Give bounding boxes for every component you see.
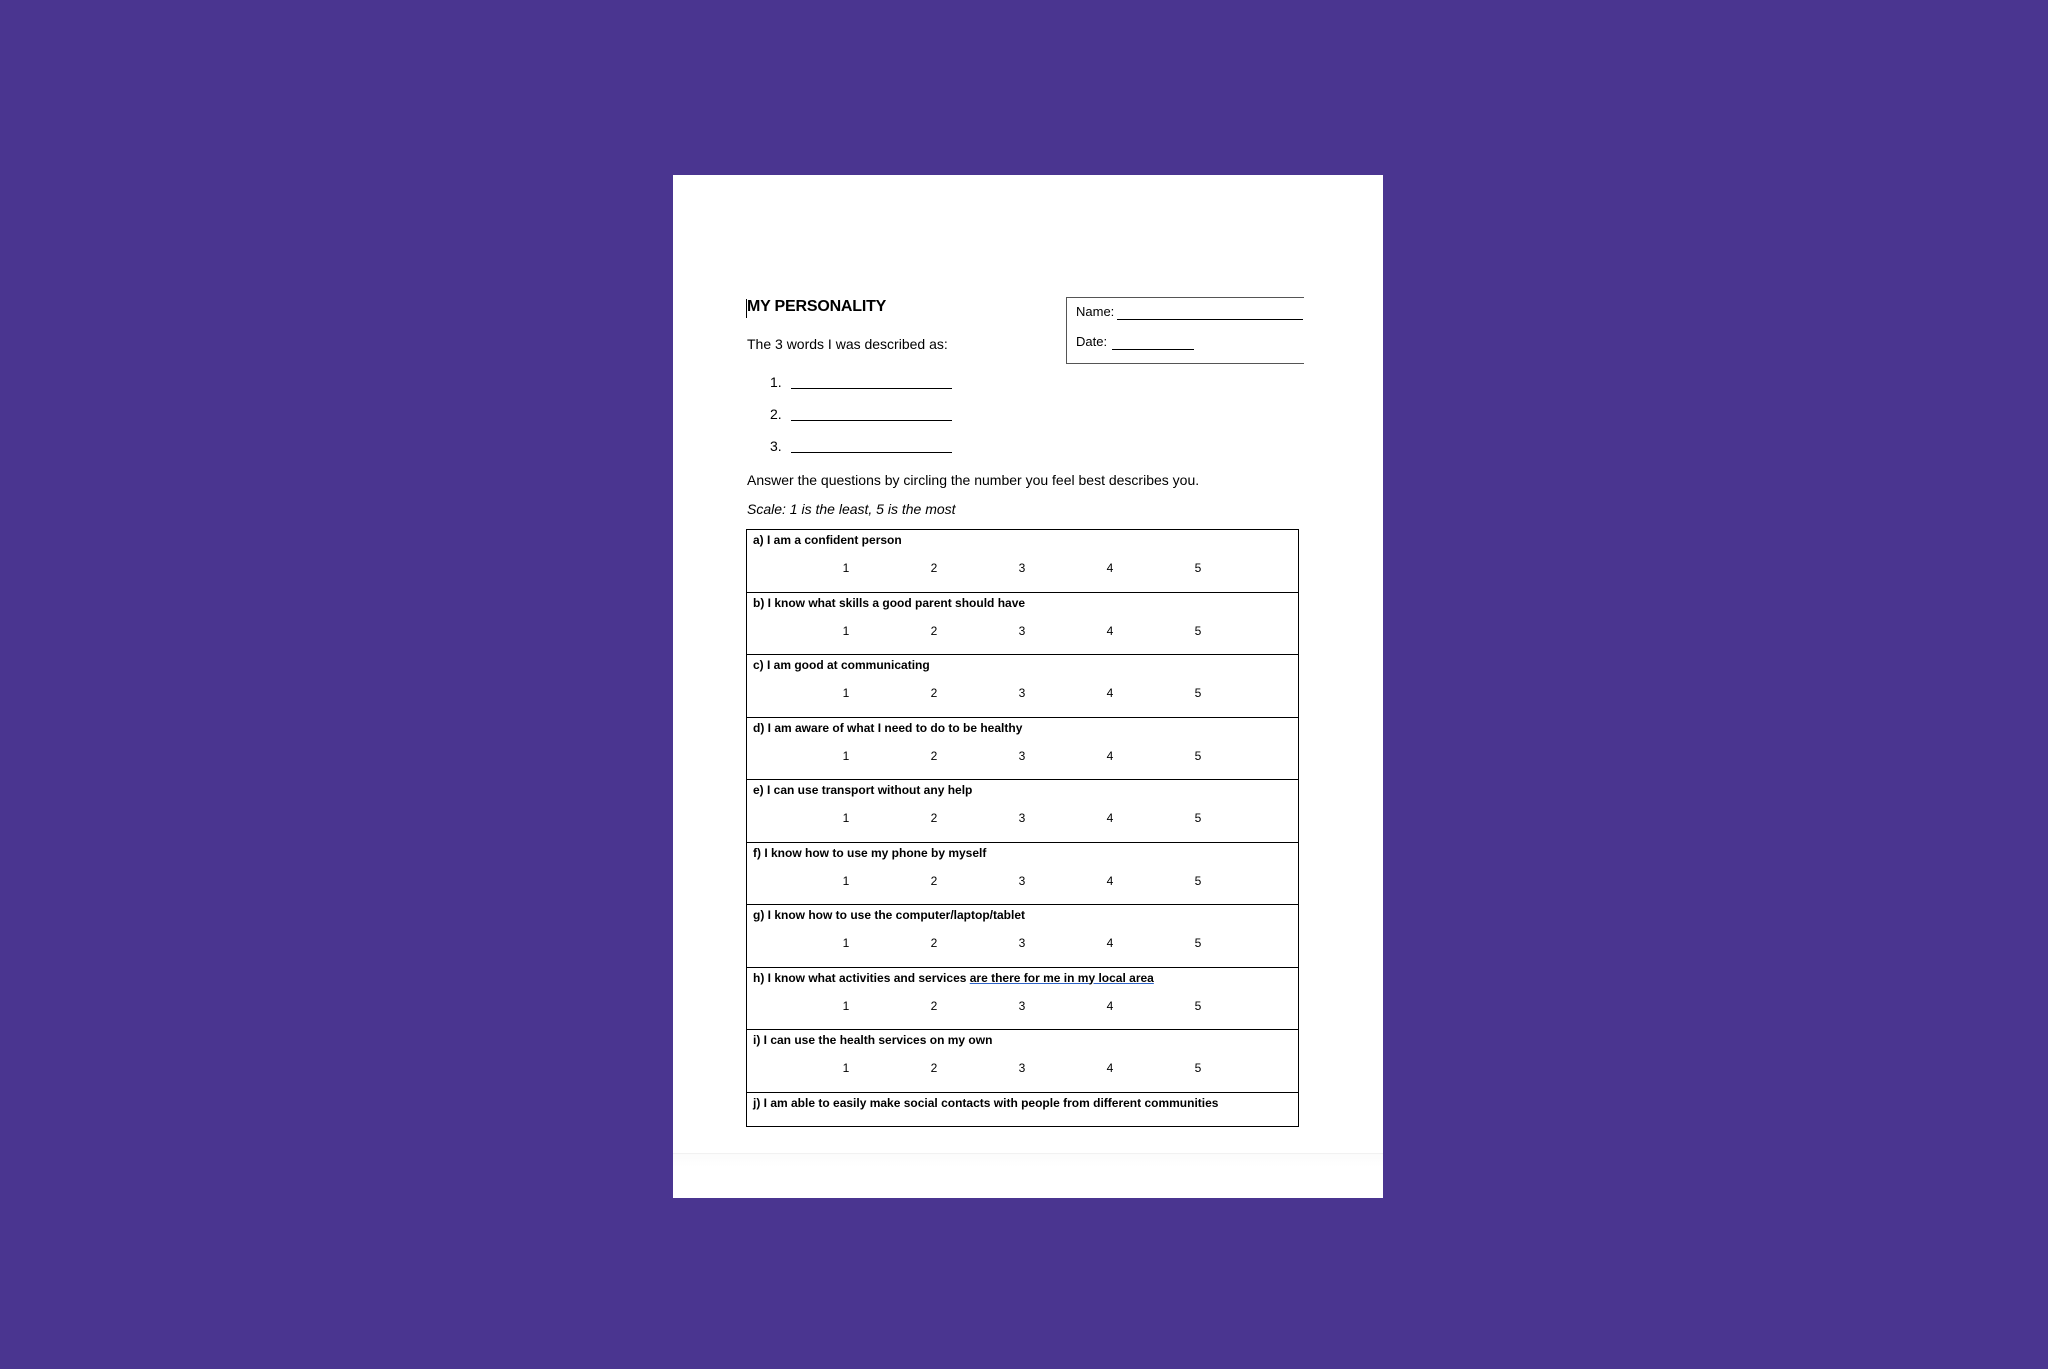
- rating-option-2[interactable]: 2: [930, 686, 938, 700]
- question-text: [753, 596, 1025, 610]
- word-number: 3.: [770, 438, 782, 454]
- rating-option-4[interactable]: 4: [1106, 1061, 1114, 1075]
- rating-options: [747, 624, 1298, 640]
- scale-note: Scale: 1 is the least, 5 is the most: [747, 501, 956, 517]
- question-row: [747, 968, 1298, 1031]
- rating-table: [746, 529, 1299, 1127]
- rating-option-5[interactable]: 5: [1194, 561, 1202, 575]
- rating-option-2[interactable]: 2: [930, 1061, 938, 1075]
- rating-options: [747, 811, 1298, 827]
- rating-option-5[interactable]: 5: [1194, 811, 1202, 825]
- question-row: [747, 905, 1298, 968]
- rating-option-5[interactable]: 5: [1194, 1061, 1202, 1075]
- question-text: [753, 783, 972, 797]
- rating-option-4[interactable]: 4: [1106, 811, 1114, 825]
- rating-option-1[interactable]: 1: [842, 686, 850, 700]
- question-row: [747, 843, 1298, 906]
- rating-option-4[interactable]: 4: [1106, 686, 1114, 700]
- question-text: [753, 971, 1154, 985]
- rating-option-4[interactable]: 4: [1106, 748, 1114, 763]
- question-label: a) I am a confident person: [753, 533, 902, 547]
- rating-option-2[interactable]: 2: [930, 748, 938, 763]
- rating-option-3[interactable]: 3: [1018, 1061, 1026, 1075]
- word-blank-line: [791, 420, 952, 421]
- question-label: b) I know what skills a good parent should have: [753, 595, 1026, 610]
- question-label: i) I can use the health services on my own: [753, 1033, 993, 1047]
- question-text: [753, 533, 902, 547]
- rating-option-3[interactable]: 3: [1018, 936, 1026, 950]
- document-page: [673, 175, 1383, 1197]
- question-text: [753, 1096, 1218, 1110]
- name-date-box: [1066, 297, 1304, 364]
- question-row: [747, 593, 1298, 656]
- word-blank-line: [791, 388, 952, 389]
- word-number: 2.: [770, 406, 782, 422]
- word-item-1[interactable]: [770, 373, 792, 391]
- rating-option-1[interactable]: 1: [842, 811, 850, 825]
- question-text: [753, 1033, 992, 1047]
- rating-option-1[interactable]: 1: [842, 748, 850, 763]
- name-label: Name:: [1076, 304, 1115, 319]
- question-row: [747, 655, 1298, 718]
- rating-options: [747, 749, 1298, 765]
- rating-option-1[interactable]: 1: [842, 561, 850, 575]
- rating-options: [747, 1061, 1298, 1077]
- question-label: e) I can use transport without any help: [753, 783, 973, 797]
- question-row: [747, 780, 1298, 843]
- rating-options: [747, 561, 1298, 577]
- rating-option-1[interactable]: 1: [842, 873, 850, 888]
- rating-option-3[interactable]: 3: [1018, 623, 1026, 638]
- rating-options: [747, 936, 1298, 952]
- question-row: [747, 1030, 1298, 1093]
- rating-option-2[interactable]: 2: [930, 561, 938, 575]
- rating-options: [747, 686, 1298, 702]
- rating-option-5[interactable]: 5: [1194, 998, 1202, 1013]
- date-label: Date:: [1076, 334, 1108, 349]
- rating-option-1[interactable]: 1: [842, 623, 850, 638]
- question-row: [747, 718, 1298, 781]
- rating-option-5[interactable]: 5: [1194, 873, 1202, 888]
- rating-option-4[interactable]: 4: [1106, 998, 1114, 1013]
- rating-option-1[interactable]: 1: [842, 936, 850, 950]
- rating-option-5[interactable]: 5: [1194, 623, 1202, 638]
- question-label: d) I am aware of what I need to do to be healthy: [753, 720, 1023, 735]
- rating-option-3[interactable]: 3: [1018, 561, 1026, 575]
- question-label: g) I know how to use the computer/laptop/tablet: [753, 908, 1026, 922]
- rating-option-5[interactable]: 5: [1194, 748, 1202, 763]
- date-blank-line: [1112, 349, 1194, 350]
- rating-option-5[interactable]: 5: [1194, 686, 1202, 700]
- word-item-2[interactable]: [770, 405, 792, 423]
- rating-option-3[interactable]: 3: [1018, 748, 1026, 763]
- word-blank-line: [791, 452, 952, 453]
- question-label: f) I know how to use my phone by myself: [753, 845, 987, 860]
- question-label: c) I am good at communicating: [753, 658, 930, 672]
- question-row: [747, 1093, 1298, 1126]
- page-footer-area: [673, 1153, 1383, 1198]
- word-number: 1.: [770, 374, 782, 390]
- rating-option-4[interactable]: 4: [1106, 936, 1114, 950]
- name-field[interactable]: [1076, 304, 1114, 319]
- question-text: [753, 721, 1022, 735]
- document-title[interactable]: MY PERSONALITY: [747, 298, 887, 315]
- rating-option-2[interactable]: 2: [930, 936, 938, 950]
- name-blank-line: [1117, 319, 1303, 320]
- date-field[interactable]: [1076, 334, 1107, 349]
- rating-option-2[interactable]: 2: [930, 873, 938, 888]
- rating-options: [747, 999, 1298, 1015]
- question-label: h) I know what activities and services: [753, 970, 970, 985]
- rating-option-4[interactable]: 4: [1106, 561, 1114, 575]
- instructions-text: Answer the questions by circling the number you feel best describes you.: [747, 472, 1200, 488]
- rating-option-3[interactable]: 3: [1018, 686, 1026, 700]
- rating-options: [747, 874, 1298, 890]
- rating-option-1[interactable]: 1: [842, 1061, 850, 1075]
- rating-option-4[interactable]: 4: [1106, 623, 1114, 638]
- rating-option-5[interactable]: 5: [1194, 936, 1202, 950]
- question-text: [753, 846, 986, 860]
- question-text: [753, 908, 1025, 922]
- rating-option-1[interactable]: 1: [842, 998, 850, 1013]
- question-text: [753, 658, 930, 672]
- rating-option-4[interactable]: 4: [1106, 873, 1114, 888]
- rating-option-2[interactable]: 2: [930, 623, 938, 638]
- question-label: j) I am able to easily make social contacts with people from different communities: [753, 1095, 1219, 1110]
- rating-option-3[interactable]: 3: [1018, 873, 1026, 888]
- rating-option-2[interactable]: 2: [930, 998, 938, 1013]
- word-item-3[interactable]: [770, 437, 792, 455]
- rating-option-2[interactable]: 2: [930, 811, 938, 825]
- question-label-underlined: are there for me in my local area: [969, 970, 1154, 985]
- intro-text: The 3 words I was described as:: [747, 336, 948, 352]
- rating-option-3[interactable]: 3: [1018, 998, 1026, 1013]
- rating-option-3[interactable]: 3: [1018, 811, 1026, 825]
- question-row: [747, 530, 1298, 593]
